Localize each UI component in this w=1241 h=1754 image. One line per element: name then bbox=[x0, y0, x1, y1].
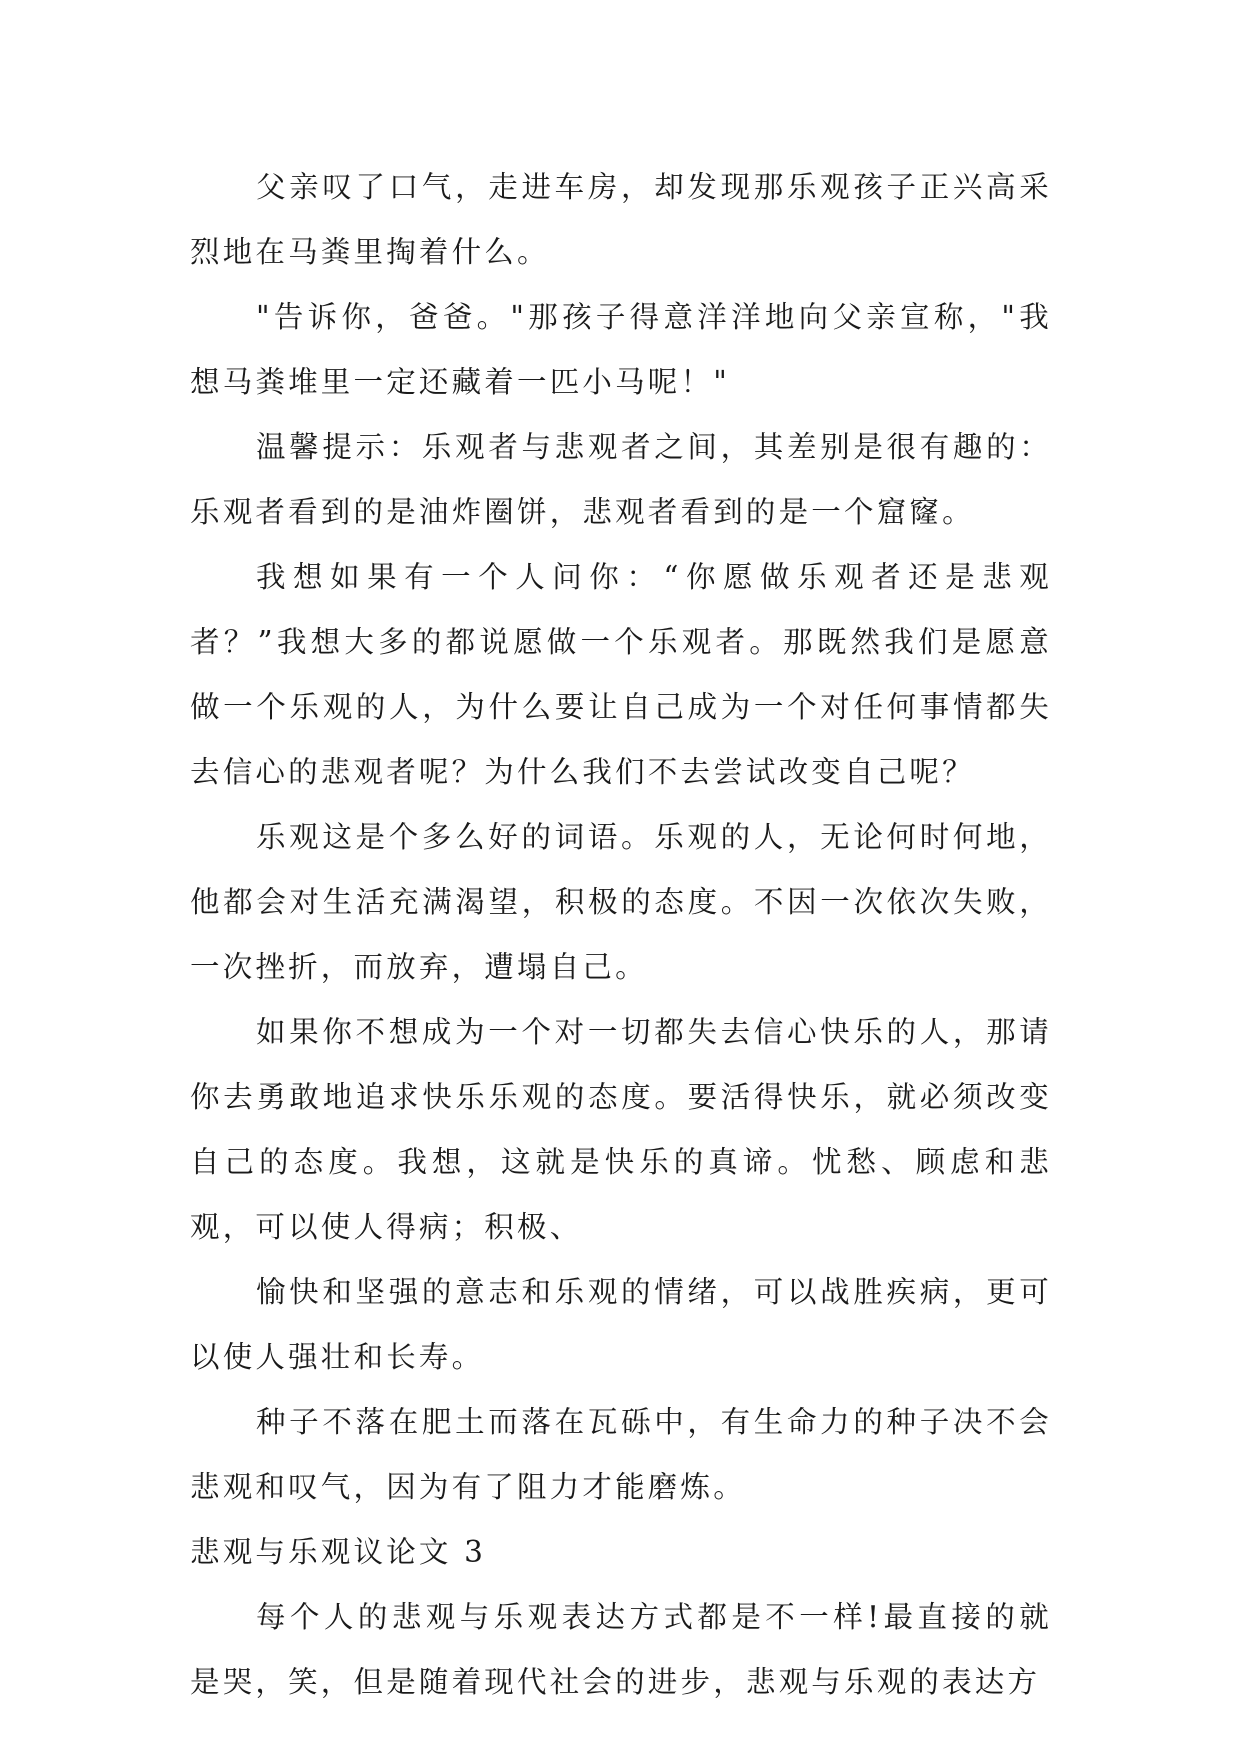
paragraph-2: "告诉你，爸爸。"那孩子得意洋洋地向父亲宣称，"我想马粪堆里一定还藏着一匹小马呢！" bbox=[190, 300, 1052, 399]
document-body bbox=[190, 155, 1052, 1715]
paragraph-1: 父亲叹了口气，走进车房，却发现那乐观孩子正兴高采烈地在马粪里掏着什么。 bbox=[190, 170, 1052, 269]
section-heading: 悲观与乐观议论文 3 bbox=[190, 1535, 487, 1569]
paragraph-9: 每个人的悲观与乐观表达方式都是不一样!最直接的就是哭，笑，但是随着现代社会的进步，悲观与乐观的表达方 bbox=[190, 1600, 1052, 1699]
paragraph-3: 温馨提示：乐观者与悲观者之间，其差别是很有趣的：乐观者看到的是油炸圈饼，悲观者看到的是一个窟窿。 bbox=[190, 430, 1052, 529]
paragraph-5: 乐观这是个多么好的词语。乐观的人，无论何时何地，他都会对生活充满渴望，积极的态度。不因一次依次失败，一次挫折，而放弃，遭塌自己。 bbox=[190, 820, 1052, 984]
paragraph-8: 种子不落在肥土而落在瓦砾中，有生命力的种子决不会悲观和叹气，因为有了阻力才能磨炼。 bbox=[190, 1405, 1052, 1504]
paragraph-6: 如果你不想成为一个对一切都失去信心快乐的人，那请你去勇敢地追求快乐乐观的态度。要活得快乐，就必须改变自己的态度。我想，这就是快乐的真谛。忧愁、顾虑和悲观，可以使人得病；积极、 bbox=[190, 1015, 1052, 1244]
paragraph-7: 愉快和坚强的意志和乐观的情绪，可以战胜疾病，更可以使人强壮和长寿。 bbox=[190, 1275, 1052, 1374]
paragraph-4: 我想如果有一个人问你：“你愿做乐观者还是悲观者？”我想大多的都说愿做一个乐观者。那既然我们是愿意做一个乐观的人，为什么要让自己成为一个对任何事情都失去信心的悲观者呢？为什么我们不去尝试改变自己呢？ bbox=[190, 560, 1052, 789]
